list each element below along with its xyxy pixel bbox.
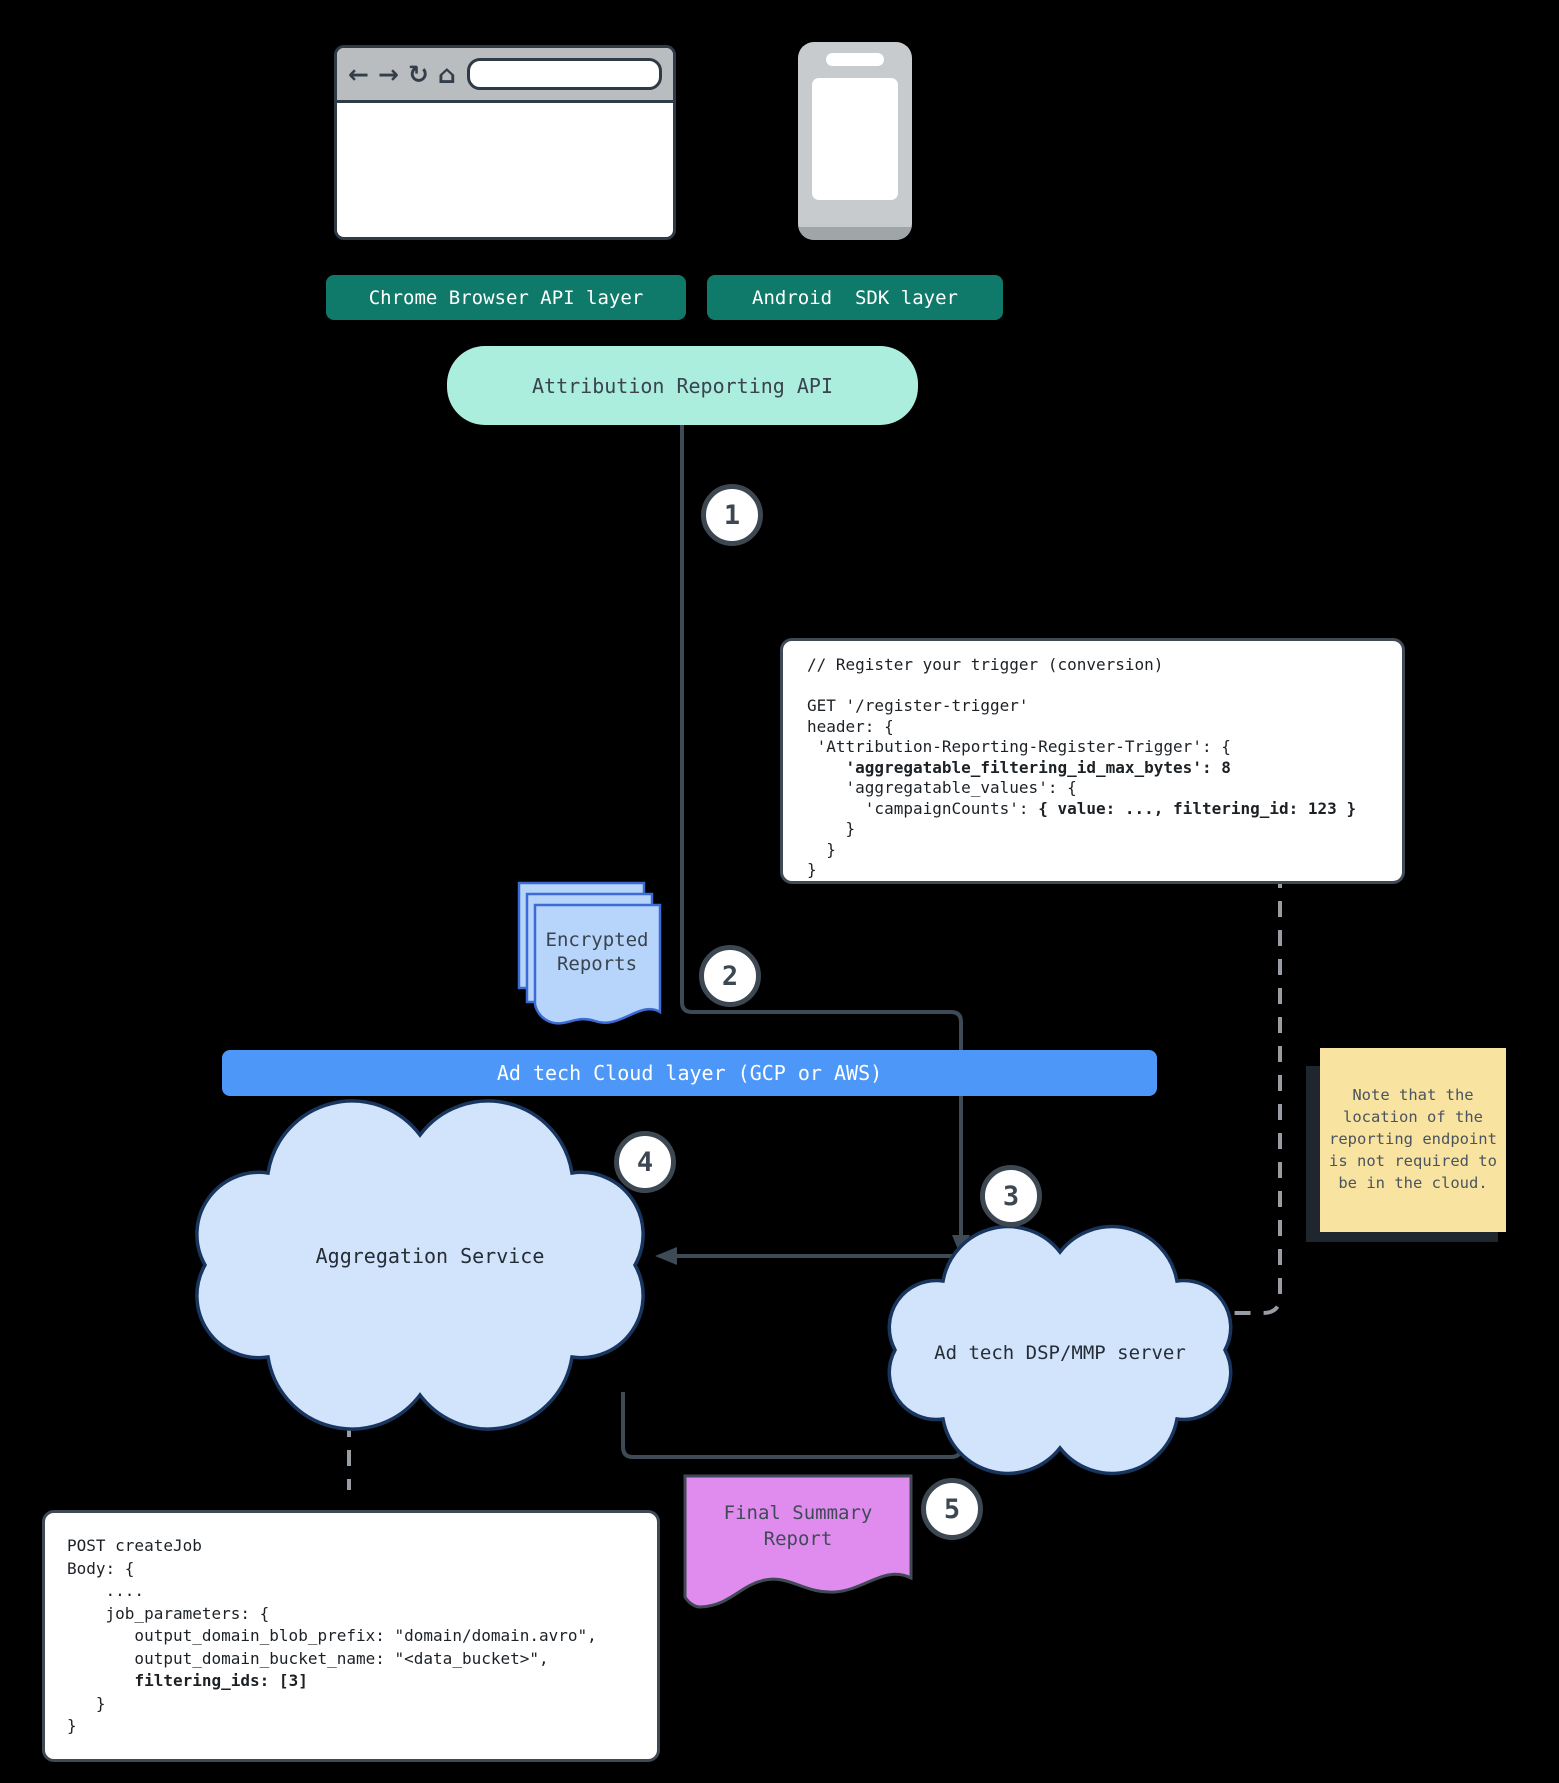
- encrypted-reports-line1: Encrypted: [545, 929, 649, 951]
- chrome-browser-api-layer: Chrome Browser API layer: [326, 275, 686, 320]
- step-number: 1: [723, 499, 741, 531]
- step-number: 2: [721, 960, 739, 992]
- browser-window-illustration: [334, 45, 676, 240]
- register-trigger-code-block: // Register your trigger (conversion) GET '/register-trigger' header: { 'Attribution-Reporting-Register-Trigger': { 'aggregatable_filtering_id_max_bytes': 8 'aggregatable_values': { 'campaignCounts': { value: ..., filtering_id: 123 } } } }: [780, 638, 1405, 884]
- step-number: 4: [636, 1146, 654, 1178]
- step-circle-3: [980, 1165, 1042, 1227]
- final-summary-report-label: [695, 1500, 901, 1552]
- phone-speaker: [826, 53, 884, 66]
- android-phone-illustration: [798, 42, 912, 240]
- aggregation-service-label: Aggregation Service: [315, 1244, 545, 1268]
- address-bar: [467, 58, 662, 90]
- android-sdk-layer: Android SDK layer: [707, 275, 1003, 320]
- step-number: 3: [1002, 1180, 1020, 1212]
- dashed-line-code-to-dsp: [1232, 872, 1280, 1313]
- reporting-endpoint-note: Note that the location of the reporting endpoint is not required to be in the cloud.: [1320, 1048, 1506, 1232]
- attribution-reporting-api-pill: Attribution Reporting API: [447, 346, 918, 425]
- step-number: 5: [943, 1493, 961, 1525]
- phone-bottom-strip: [798, 227, 912, 240]
- step-circle-1: [701, 484, 763, 546]
- encrypted-reports-label: [527, 928, 667, 976]
- dsp-mmp-server-label: Ad tech DSP/MMP server: [934, 1342, 1186, 1364]
- step-circle-4: [614, 1131, 676, 1193]
- step-circle-2: [699, 945, 761, 1007]
- back-icon: ←: [348, 59, 369, 89]
- forward-icon: →: [377, 59, 399, 89]
- reload-icon: ↻: [407, 59, 429, 89]
- createjob-code-block: POST createJob Body: { .... job_parameters: { output_domain_blob_prefix: "domain/domain.avro", output_domain_bucket_name: "<data_bucket>", filtering_ids: [3] } }: [42, 1510, 660, 1762]
- browser-toolbar: [337, 48, 673, 103]
- encrypted-reports-line2: Reports: [556, 953, 638, 975]
- phone-screen: [812, 78, 898, 200]
- final-summary-line1: Final Summary: [723, 1502, 873, 1524]
- home-icon: ⌂: [437, 59, 456, 89]
- ad-tech-cloud-layer-bar: Ad tech Cloud layer (GCP or AWS): [222, 1050, 1157, 1096]
- step-circle-5: [921, 1478, 983, 1540]
- final-summary-line2: Report: [763, 1528, 833, 1550]
